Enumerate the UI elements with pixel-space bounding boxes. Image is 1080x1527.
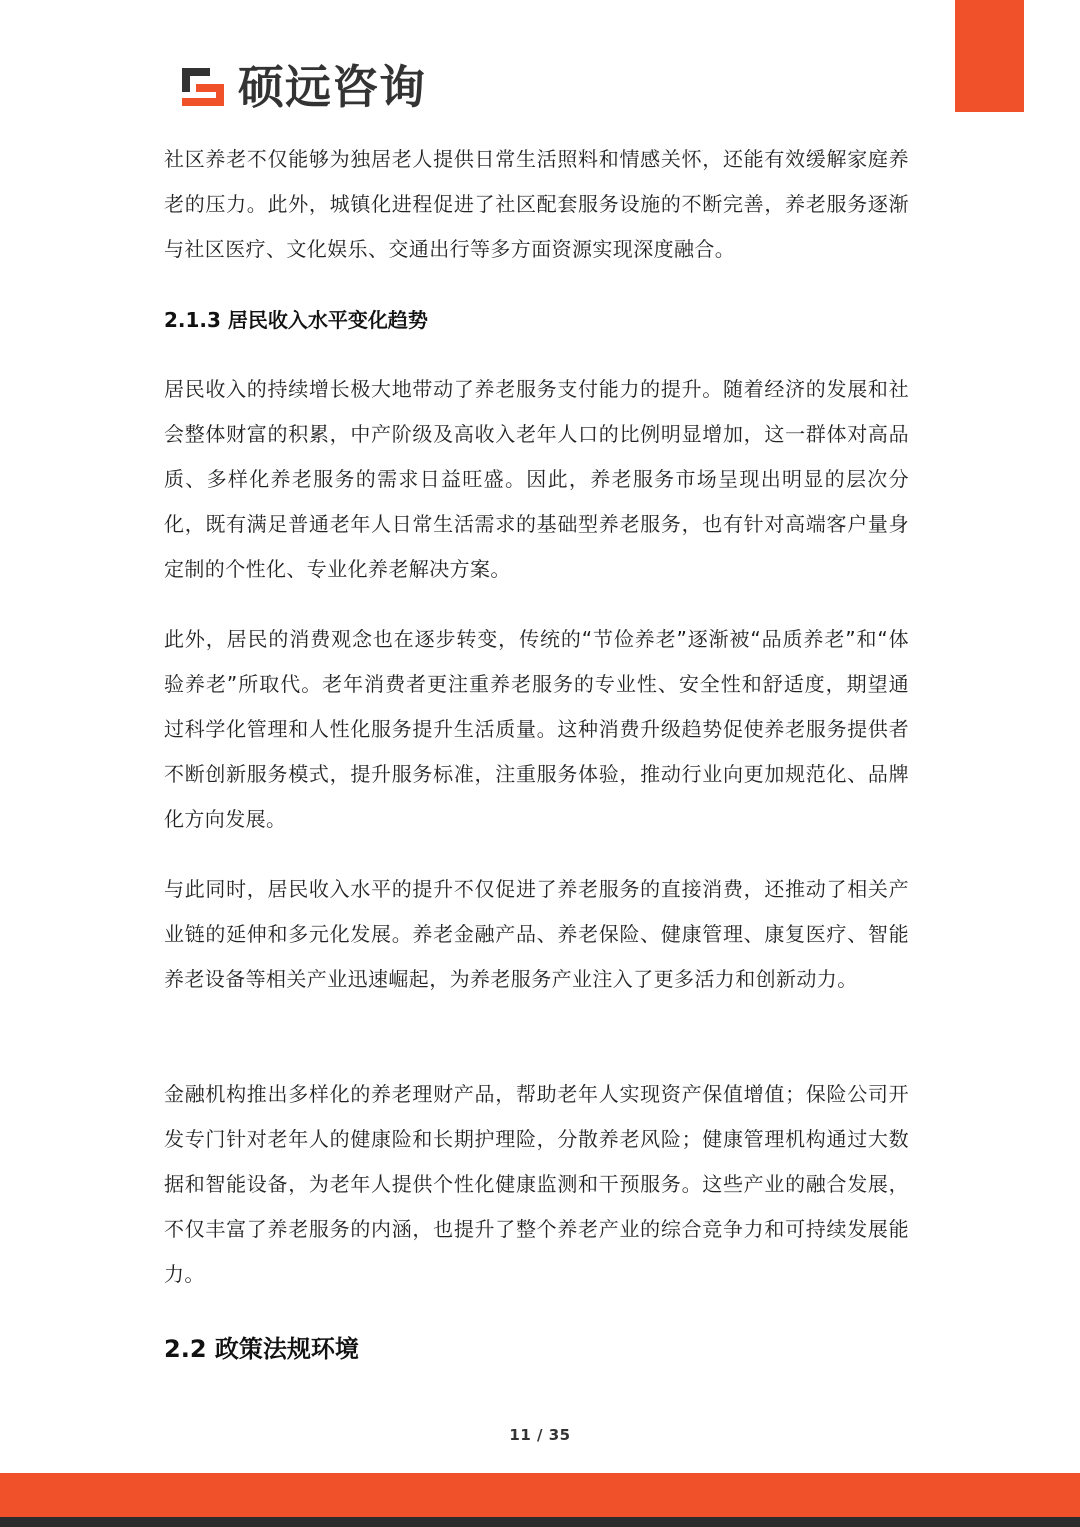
- corner-accent-tab: [955, 0, 1024, 112]
- paragraph-finance-insurance: 金融机构推出多样化的养老理财产品，帮助老年人实现资产保值增值；保险公司开发专门针对老年人的健康险和长期护理险，分散养老风险；健康管理机构通过大数据和智能设备，为老年人提供个性化健康监测和干预服务。这些产业的融合发展，不仅丰富了养老服务的内涵，也提升了整个养老产业的综合竞争力和可持续发展能力。: [164, 1082, 909, 1286]
- brand-name: 硕远咨询: [238, 60, 426, 114]
- footer-bottom-strip: [0, 1517, 1080, 1527]
- intro-paragraph: 社区养老不仅能够为独居老人提供日常生活照料和情感关怀，还能有效缓解家庭养老的压力。此外，城镇化进程促进了社区配套服务设施的不断完善，养老服务逐渐与社区医疗、文化娱乐、交通出行等多方面资源实现深度融合。: [164, 147, 909, 261]
- section-heading-2-2: 2.2 政策法规环境: [164, 1335, 359, 1363]
- paragraph-income-growth: 居民收入的持续增长极大地带动了养老服务支付能力的提升。随着经济的发展和社会整体财富的积累，中产阶级及高收入老年人口的比例明显增加，这一群体对高品质、多样化养老服务的需求日益旺盛。因此，养老服务市场呈现出明显的层次分化，既有满足普通老年人日常生活需求的基础型养老服务，也有针对高端客户量身定制的个性化、专业化养老解决方案。: [164, 377, 909, 581]
- footer-accent-bar: [0, 1473, 1080, 1517]
- brand-logo: [178, 62, 426, 112]
- page-number: 11 / 35: [509, 1426, 571, 1444]
- section-heading-2-1-3: 2.1.3 居民收入水平变化趋势: [164, 308, 428, 332]
- paragraph-industry-chain: 与此同时，居民收入水平的提升不仅促进了养老服务的直接消费，还推动了相关产业链的延伸和多元化发展。养老金融产品、养老保险、健康管理、康复医疗、智能养老设备等相关产业迅速崛起，为养老服务产业注入了更多活力和创新动力。: [164, 877, 909, 991]
- logo-s-mark-icon: [178, 62, 228, 112]
- paragraph-consumption-shift: 此外，居民的消费观念也在逐步转变，传统的“节俭养老”逐渐被“品质养老”和“体验养老”所取代。老年消费者更注重养老服务的专业性、安全性和舒适度，期望通过科学化管理和人性化服务提升生活质量。这种消费升级趋势促使养老服务提供者不断创新服务模式，提升服务标准，注重服务体验，推动行业向更加规范化、品牌化方向发展。: [164, 627, 909, 831]
